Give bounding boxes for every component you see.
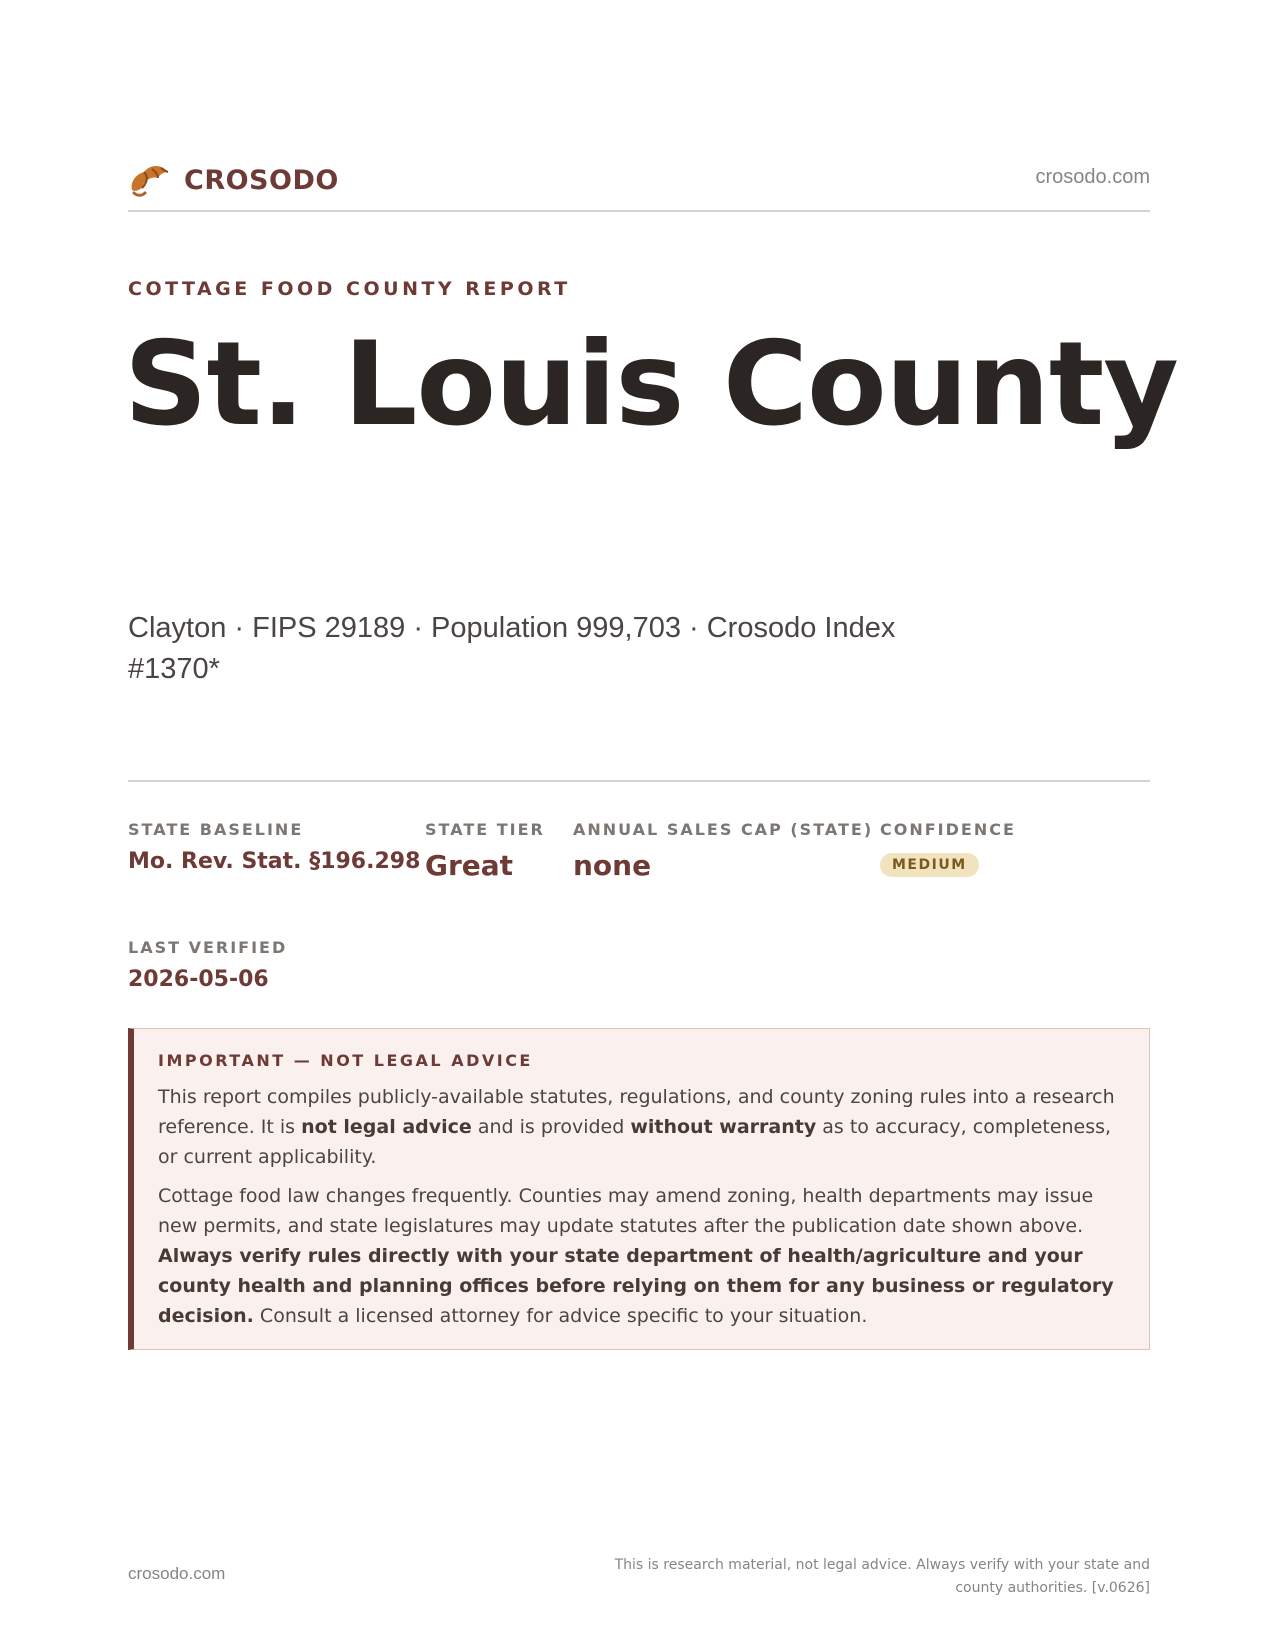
field-label: LAST VERIFIED [128, 938, 288, 957]
field-value: Mo. Rev. Stat. §196.298 [128, 849, 421, 874]
page-header [128, 150, 1150, 212]
confidence-badge: MEDIUM [880, 853, 979, 877]
county-title: St. Louis County [124, 317, 1178, 452]
footer-disclaimer: This is research material, not legal advice. Always verify with your state and county authorities. [v.0626] [614, 1557, 1150, 1596]
field-label: STATE TIER [425, 820, 545, 839]
field-label: ANNUAL SALES CAP (STATE) [573, 820, 874, 839]
footer-site-url[interactable]: crosodo.com [128, 1564, 226, 1583]
field-confidence [880, 820, 1016, 877]
brand-logo [128, 160, 339, 200]
field-state-baseline [128, 820, 420, 874]
brand-name: CROSODO [184, 164, 339, 196]
notice-paragraph-2: Cottage food law changes frequently. Counties may amend zoning, health departments may issue new permits, and state legislatures may update statutes after the publication date shown above. Always verify rules directly with your state department of health/agriculture and your county health and planning offices before relying on them for any business or regulatory decision. Consult a licensed attorney for advice specific to your situation. [158, 1185, 1114, 1327]
field-last-verified [128, 938, 287, 992]
field-value: 2026-05-06 [128, 967, 269, 992]
report-eyebrow: COTTAGE FOOD COUNTY REPORT [128, 278, 571, 300]
field-label: STATE BASELINE [128, 820, 304, 839]
field-value: none [573, 849, 652, 882]
section-divider [128, 780, 1150, 782]
report-page [124, 0, 1178, 1650]
notice-paragraph-1: This report compiles publicly-available statutes, regulations, and county zoning rules into a research reference. It is not legal advice and is provided without warranty as to accuracy, completeness, or current applicability. [158, 1086, 1115, 1168]
field-label: CONFIDENCE [880, 820, 1016, 839]
legal-notice [128, 1028, 1150, 1350]
field-state-tier [425, 820, 545, 882]
notice-heading: IMPORTANT — NOT LEGAL ADVICE [158, 1051, 533, 1070]
county-subtitle: Clayton · FIPS 29189 · Population 999,703 · Crosodo Index #1370* [128, 612, 896, 685]
site-url[interactable]: crosodo.com [1035, 166, 1150, 188]
croissant-icon [128, 160, 170, 200]
field-sales-cap [573, 820, 873, 882]
field-value: Great [425, 849, 514, 882]
